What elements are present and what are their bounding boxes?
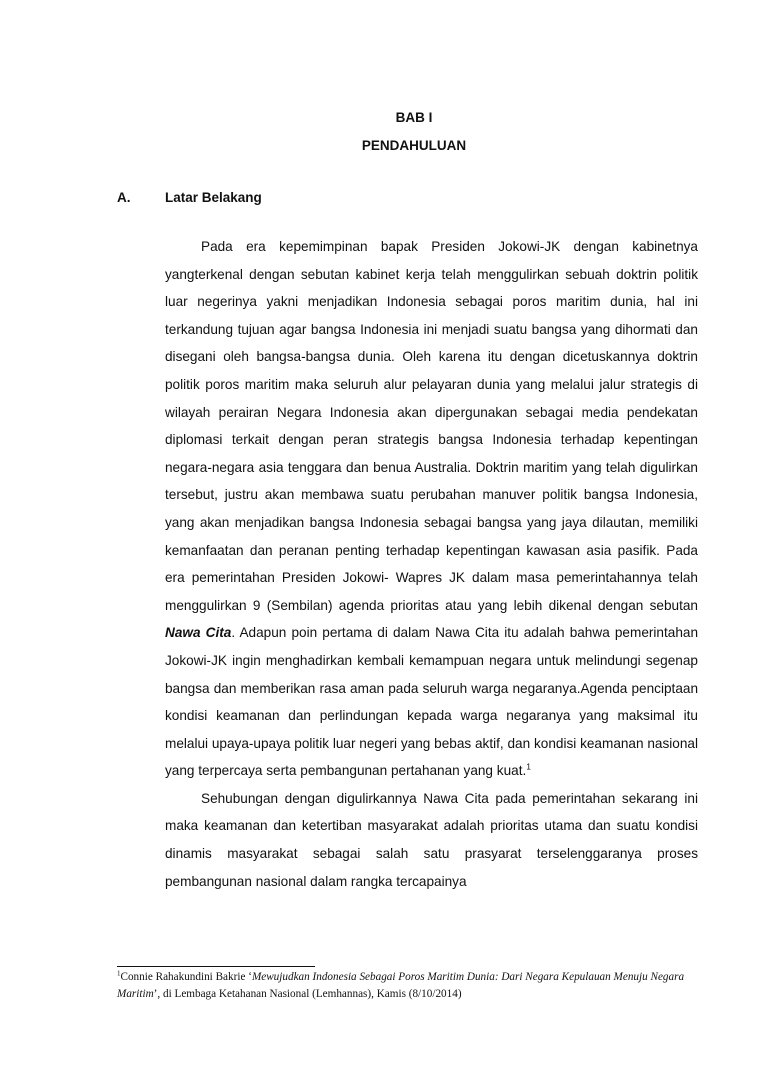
chapter-number: BAB I bbox=[395, 110, 433, 125]
footnote-number: 1 bbox=[117, 969, 121, 978]
footnote-divider bbox=[117, 966, 315, 967]
footnote bbox=[117, 969, 698, 1003]
section-letter: A. bbox=[117, 190, 131, 205]
footnote-author: Connie Rahakundini Bakrie ‘ bbox=[120, 971, 252, 983]
nawa-cita-term: Nawa Cita bbox=[165, 625, 232, 641]
footnote-reference: 1 bbox=[526, 761, 531, 772]
footnote-title: Mewujudkan Indonesia Sebagai Poros Maritim Dunia: Dari Negara Kepulauan Menuju Negara Maritim bbox=[117, 971, 685, 1000]
footnote-source: ’, di Lembaga Ketahanan Nasional (Lemhannas), Kamis (8/10/2014) bbox=[153, 988, 462, 1000]
chapter-title: PENDAHULUAN bbox=[361, 138, 467, 153]
body-text bbox=[165, 233, 698, 895]
section-title: Latar Belakang bbox=[165, 190, 262, 205]
paragraph-2: Sehubungan dengan digulirkannya Nawa Cita pada pemerintahan sekarang ini maka keamanan dan ketertiban masyarakat adalah prioritas utama dan suatu kondisi dinamis masyarakat sebagai salah satu prasyarat terselenggaranya proses pembangunan nasional dalam rangka tercapainya bbox=[165, 790, 698, 889]
paragraph-1-text-b: . Adapun poin pertama di dalam Nawa Cita itu adalah bahwa pemerintahan Jokowi-JK ingin menghadirkan kembali kemampuan negara untuk melindungi segenap bangsa dan memberikan rasa aman pada seluruh warga negaranya.Agenda penciptaan kondisi keamanan dan perlindungan kepada warga negaranya yang maksimal itu melalui upaya-upaya politik luar negeri yang bebas aktif, dan kondisi keamanan nasional yang terpercaya serta pembangunan pertahanan yang kuat. bbox=[165, 625, 698, 779]
paragraph-1 bbox=[165, 233, 698, 785]
paragraph-1-text-a: Pada era kepemimpinan bapak Presiden Jokowi-JK dengan kabinetnya yangterkenal dengan sebutan kabinet kerja telah menggulirkan sebuah doktrin politik luar negerinya yakni menjadikan Indonesia sebagai poros maritim dunia, hal ini terkandung tujuan agar bangsa Indonesia ini menjadi suatu bangsa yang dihormati dan disegani oleh bangsa-bangsa dunia. Oleh karena itu dengan dicetuskannya doktrin politik poros maritim maka seluruh alur pelayaran dunia yang melalui jalur strategis di wilayah perairan Negara Indonesia akan dipergunakan sebagai media pendekatan diplomasi terkait dengan peran strategis bangsa Indonesia terhadap kepentingan negara-negara asia tenggara dan benua Australia. Doktrin maritim yang telah digulirkan tersebut, justru akan membawa suatu perubahan manuver politik bangsa Indonesia, yang akan menjadikan bangsa Indonesia sebagai bangsa yang jaya dilautan, memiliki kemanfaatan dan peranan penting terhadap kepentingan kawasan asia pasifik. Pada era pemerintahan Presiden Jokowi- Wapres JK dalam masa pemerintahannya telah menggulirkan 9 (Sembilan) agenda prioritas atau yang lebih dikenal dengan sebutan bbox=[165, 239, 698, 613]
